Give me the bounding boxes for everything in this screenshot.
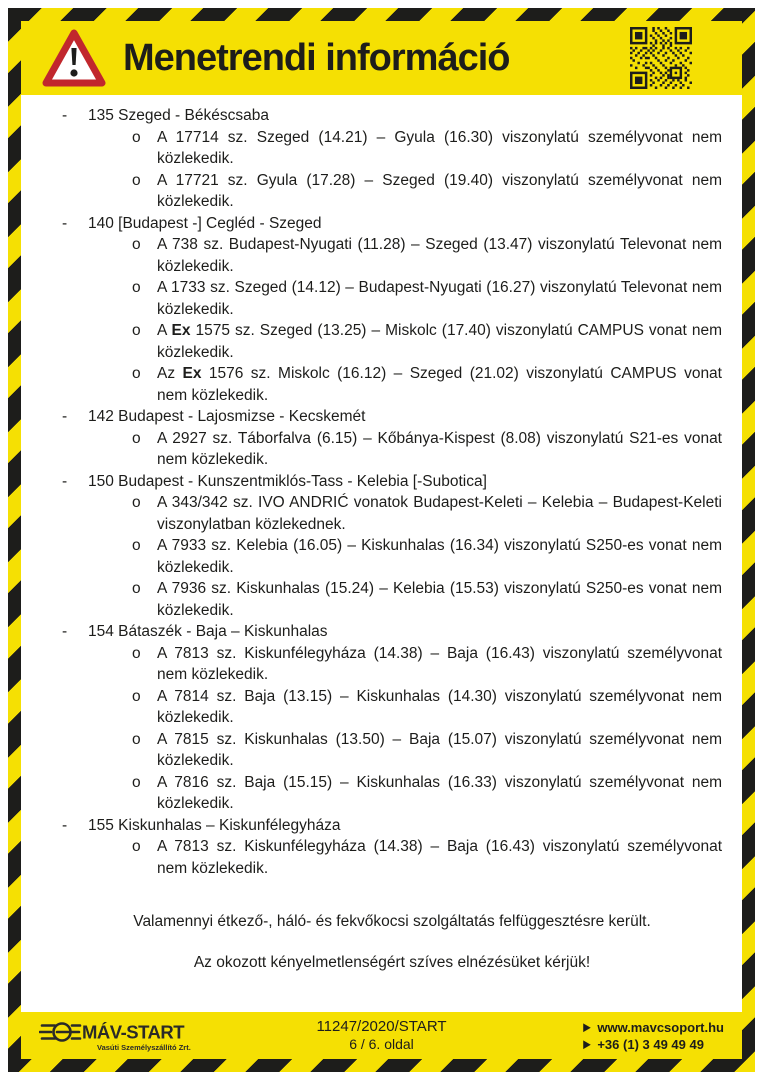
arrow-icon: ▶ (583, 1020, 591, 1033)
qr-code (630, 27, 692, 89)
train-item-text: A 17721 sz. Gyula (17.28) – Szeged (19.40) viszonylatú személyvonat nem közlekedik. (157, 171, 722, 210)
route-heading (62, 213, 722, 235)
route-title: 135 Szeged - Békéscsaba (88, 107, 269, 124)
route-heading (62, 105, 722, 127)
route-section (62, 213, 722, 407)
route-items (132, 428, 722, 471)
route-items (132, 643, 722, 815)
train-item (132, 492, 722, 535)
dash-bullet: - (62, 214, 68, 232)
logo-subtitle: Vasúti Személyszállító Zrt. (97, 1042, 191, 1052)
train-item (132, 836, 722, 879)
mav-start-logo (39, 1017, 224, 1055)
train-item-text: A Ex 1575 sz. Szeged (13.25) – Miskolc (17.40) viszonylatú CAMPUS vonat nem közlekedik. (157, 322, 722, 361)
route-title: 150 Budapest - Kunszentmiklós-Tass - Kelebia [-Subotica] (88, 472, 487, 490)
train-item (132, 428, 722, 471)
route-title: 155 Kiskunhalas – Kiskunfélegyháza (88, 816, 341, 834)
header-banner (21, 21, 742, 95)
route-title: 142 Budapest - Lajosmizse - Kecskemét (88, 408, 366, 425)
route-section (62, 105, 722, 213)
dash-bullet: - (62, 816, 68, 834)
route-list (62, 105, 722, 879)
train-item (132, 729, 722, 772)
dash-bullet: - (62, 472, 68, 490)
circle-bullet: o (132, 644, 141, 662)
train-item (132, 170, 722, 213)
route-section (62, 471, 722, 622)
footer-banner (21, 1012, 742, 1059)
route-items (132, 127, 722, 213)
notice-body (21, 95, 742, 973)
train-item (132, 578, 722, 621)
route-items (132, 234, 722, 406)
website-text: www.mavcsoport.hu (597, 1019, 724, 1035)
train-item (132, 535, 722, 578)
dash-bullet: - (62, 408, 68, 425)
circle-bullet: o (132, 279, 141, 296)
circle-bullet: o (132, 236, 141, 253)
circle-bullet: o (132, 537, 141, 554)
website-row (583, 1019, 724, 1036)
train-item-text: A 7813 sz. Kiskunfélegyháza (14.38) – Baja (16.43) viszonylatú személyvonat nem közlekedik. (157, 838, 722, 877)
route-items (132, 836, 722, 879)
train-item (132, 772, 722, 815)
train-item (132, 234, 722, 277)
train-item-text: Az Ex 1576 sz. Miskolc (16.12) – Szeged (21.02) viszonylatú CAMPUS vonat nem közlekedik. (157, 365, 722, 404)
train-item-text: A 738 sz. Budapest-Nyugati (11.28) – Szeged (13.47) viszonylatú Televonat nem közlekedik. (157, 236, 722, 275)
route-section (62, 621, 722, 815)
train-item (132, 643, 722, 686)
train-item-text: A 7814 sz. Baja (13.15) – Kiskunhalas (14.30) viszonylatú személyvonat nem közlekedik. (157, 687, 722, 726)
note-text: Valamennyi étkező-, háló- és fekvőkocsi szolgáltatás felfüggesztésre került. (133, 913, 651, 930)
note-text: Az okozott kényelmetlenségért szíves elnézésüket kérjük! (193, 953, 591, 971)
circle-bullet: o (132, 580, 141, 597)
hazard-stripe-border (8, 8, 755, 1072)
train-item (132, 686, 722, 729)
phone-text: +36 (1) 3 49 49 49 (597, 1036, 704, 1052)
footer-center (316, 1018, 446, 1053)
train-item-text: A 7813 sz. Kiskunfélegyháza (14.38) – Baja (16.43) viszonylatú személyvonat nem közlekedik. (157, 644, 722, 683)
circle-bullet: o (132, 730, 141, 748)
page-title: Menetrendi információ (123, 36, 510, 79)
train-item-text: A 7933 sz. Kelebia (16.05) – Kiskunhalas (16.34) viszonylatú S250-es vonat nem közlekedik. (157, 537, 722, 576)
dash-bullet: - (62, 107, 68, 124)
circle-bullet: o (132, 322, 141, 339)
notes (62, 911, 722, 973)
footer-contact (583, 1019, 724, 1053)
phone-row (583, 1036, 724, 1053)
route-section (62, 815, 722, 880)
train-item (132, 320, 722, 363)
circle-bullet: o (132, 365, 141, 382)
route-heading (62, 406, 722, 428)
train-item (132, 127, 722, 170)
route-title: 140 [Budapest -] Cegléd - Szeged (88, 214, 322, 232)
train-item-text: A 343/342 sz. IVO ANDRIĆ vonatok Budapest-Keleti – Kelebia – Budapest-Keleti viszonylatban közlekednek. (157, 494, 722, 533)
circle-bullet: o (132, 494, 141, 511)
train-item (132, 363, 722, 406)
train-item-text: A 7816 sz. Baja (15.15) – Kiskunhalas (16.33) viszonylatú személyvonat nem közlekedik. (157, 773, 722, 812)
page-inner (21, 21, 742, 1059)
circle-bullet: o (132, 687, 141, 705)
train-item-text: A 7815 sz. Kiskunhalas (13.50) – Baja (15.07) viszonylatú személyvonat nem közlekedik. (157, 730, 722, 769)
route-heading (62, 621, 722, 643)
document-number: 11247/2020/START (316, 1018, 447, 1035)
arrow-icon: ▶ (583, 1037, 591, 1050)
warning-triangle-icon (41, 29, 107, 89)
circle-bullet: o (132, 838, 141, 855)
train-item (132, 277, 722, 320)
train-item-text: A 7936 sz. Kiskunhalas (15.24) – Kelebia (15.53) viszonylatú S250-es vonat nem közlekedik. (157, 580, 722, 619)
route-heading (62, 471, 722, 493)
train-item-text: A 1733 sz. Szeged (14.12) – Budapest-Nyugati (16.27) viszonylatú Televonat nem közlekedik. (157, 279, 722, 318)
circle-bullet: o (132, 773, 141, 791)
train-item-text: A 17714 sz. Szeged (14.21) – Gyula (16.30) viszonylatú személyvonat nem közlekedik. (157, 128, 722, 167)
route-items (132, 492, 722, 621)
route-section (62, 406, 722, 471)
dash-bullet: - (62, 623, 68, 640)
route-heading (62, 815, 722, 837)
circle-bullet: o (132, 429, 141, 447)
circle-bullet: o (132, 128, 141, 146)
logo-title: MÁV-START (82, 1021, 185, 1042)
circle-bullet: o (132, 171, 141, 189)
route-title: 154 Bátaszék - Baja – Kiskunhalas (88, 623, 328, 640)
train-item-text: A 2927 sz. Táborfalva (6.15) – Kőbánya-Kispest (8.08) viszonylatú S21-es vonat nem közlekedik. (157, 429, 722, 468)
page-indicator: 6 / 6. oldal (349, 1036, 414, 1052)
